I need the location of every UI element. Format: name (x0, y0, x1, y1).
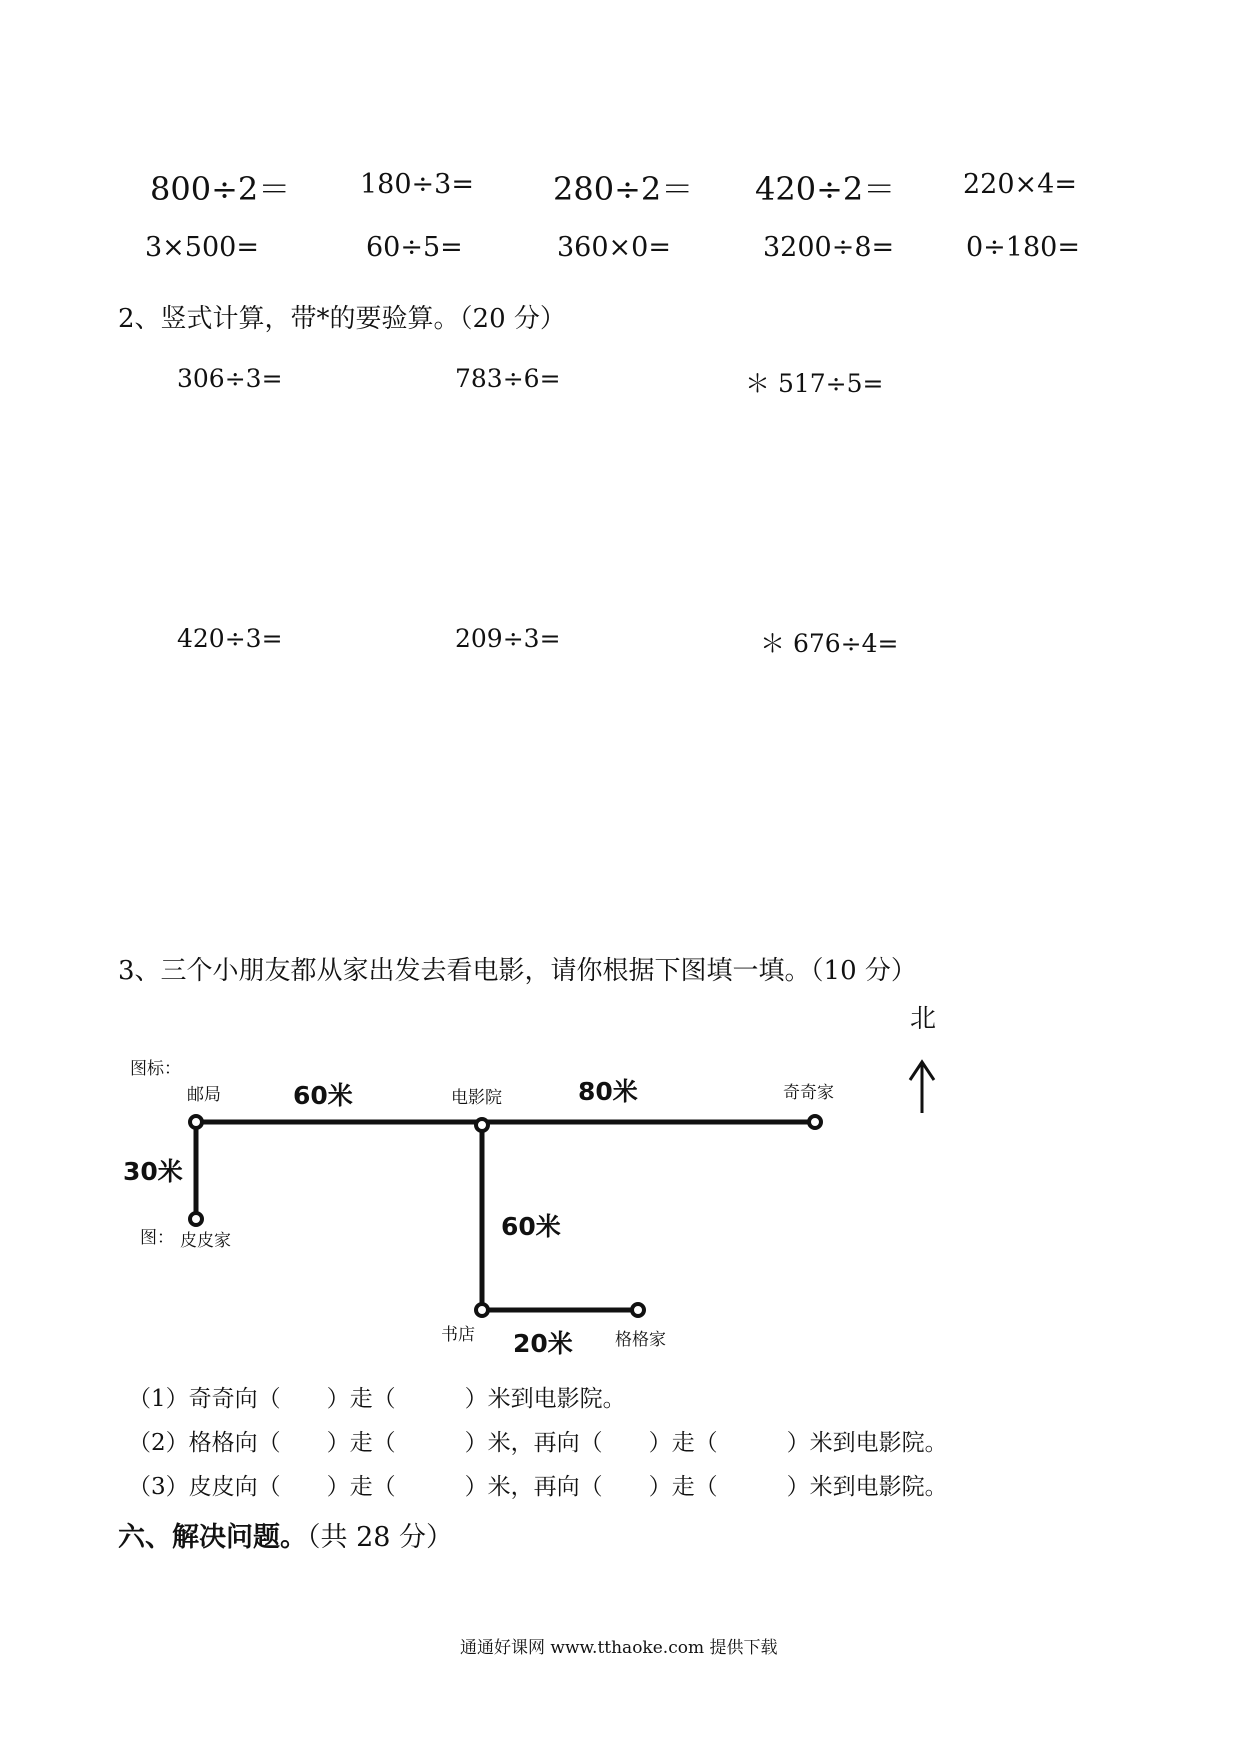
pipi-home-node (190, 1213, 202, 1225)
bookstore-label: 书店 (441, 1325, 475, 1345)
distance-post-pipi: 30米 (123, 1157, 183, 1186)
oral-item: 420÷2＝ (755, 170, 896, 208)
distance-cinema-qiqi: 80米 (578, 1077, 638, 1106)
question-3-title: 3、三个小朋友都从家出发去看电影，请你根据下图填一填。（10 分） (118, 956, 917, 986)
oral-item: 0÷180= (966, 232, 1080, 263)
oral-item: 800÷2＝ (150, 170, 291, 208)
vertical-item: 783÷6= (455, 364, 561, 393)
post-office-label: 邮局 (187, 1085, 221, 1105)
qiqi-home-node (809, 1116, 821, 1128)
oral-item: 180÷3= (360, 169, 474, 200)
footer-text: 通通好课网 www.tthaoke.com 提供下载 (460, 1638, 778, 1658)
vertical-item: ＊ 517÷5= (745, 369, 884, 398)
bookstore-node (476, 1304, 488, 1316)
cinema-label: 电影院 (451, 1088, 502, 1108)
distance-cinema-bookstore: 60米 (501, 1212, 561, 1241)
gege-home-node (632, 1304, 644, 1316)
distance-bookstore-gege: 20米 (513, 1329, 573, 1358)
section-6-score: （共 28 分） (307, 1522, 454, 1553)
qiqi-home-label: 奇奇家 (783, 1083, 834, 1103)
oral-item: 280÷2＝ (553, 170, 694, 208)
oral-item: 220×4= (963, 169, 1077, 200)
fill-line-2: （2）格格向（ ）走（ ）米，再向（ ）走（ ）米到电影院。 (128, 1430, 948, 1456)
section-6-heading (118, 1515, 453, 1554)
pipi-home-label: 皮皮家 (180, 1231, 231, 1251)
legend-label-2: 图： (140, 1228, 174, 1248)
question-2-title: 2、竖式计算，带*的要验算。（20 分） (118, 304, 566, 334)
north-arrow-icon (910, 1062, 934, 1113)
gege-home-label: 格格家 (615, 1330, 666, 1350)
fill-line-3: （3）皮皮向（ ）走（ ）米，再向（ ）走（ ）米到电影院。 (128, 1474, 948, 1500)
vertical-item: ＊ 676÷4= (760, 629, 899, 658)
north-label: 北 (910, 1004, 937, 1034)
post-office-node (190, 1116, 202, 1128)
section-6-title: 六、解决问题。 (118, 1522, 307, 1553)
cinema-node (476, 1119, 488, 1131)
fill-line-1: （1）奇奇向（ ）走（ ）米到电影院。 (128, 1386, 626, 1412)
oral-item: 60÷5= (366, 232, 463, 263)
vertical-item: 209÷3= (455, 624, 561, 653)
oral-item: 3×500= (145, 232, 259, 263)
legend-label: 图标： (130, 1059, 181, 1079)
oral-item: 360×0= (557, 232, 671, 263)
vertical-item: 306÷3= (177, 364, 283, 393)
vertical-item: 420÷3= (177, 624, 283, 653)
oral-item: 3200÷8= (763, 232, 895, 263)
distance-post-cinema: 60米 (293, 1081, 353, 1110)
